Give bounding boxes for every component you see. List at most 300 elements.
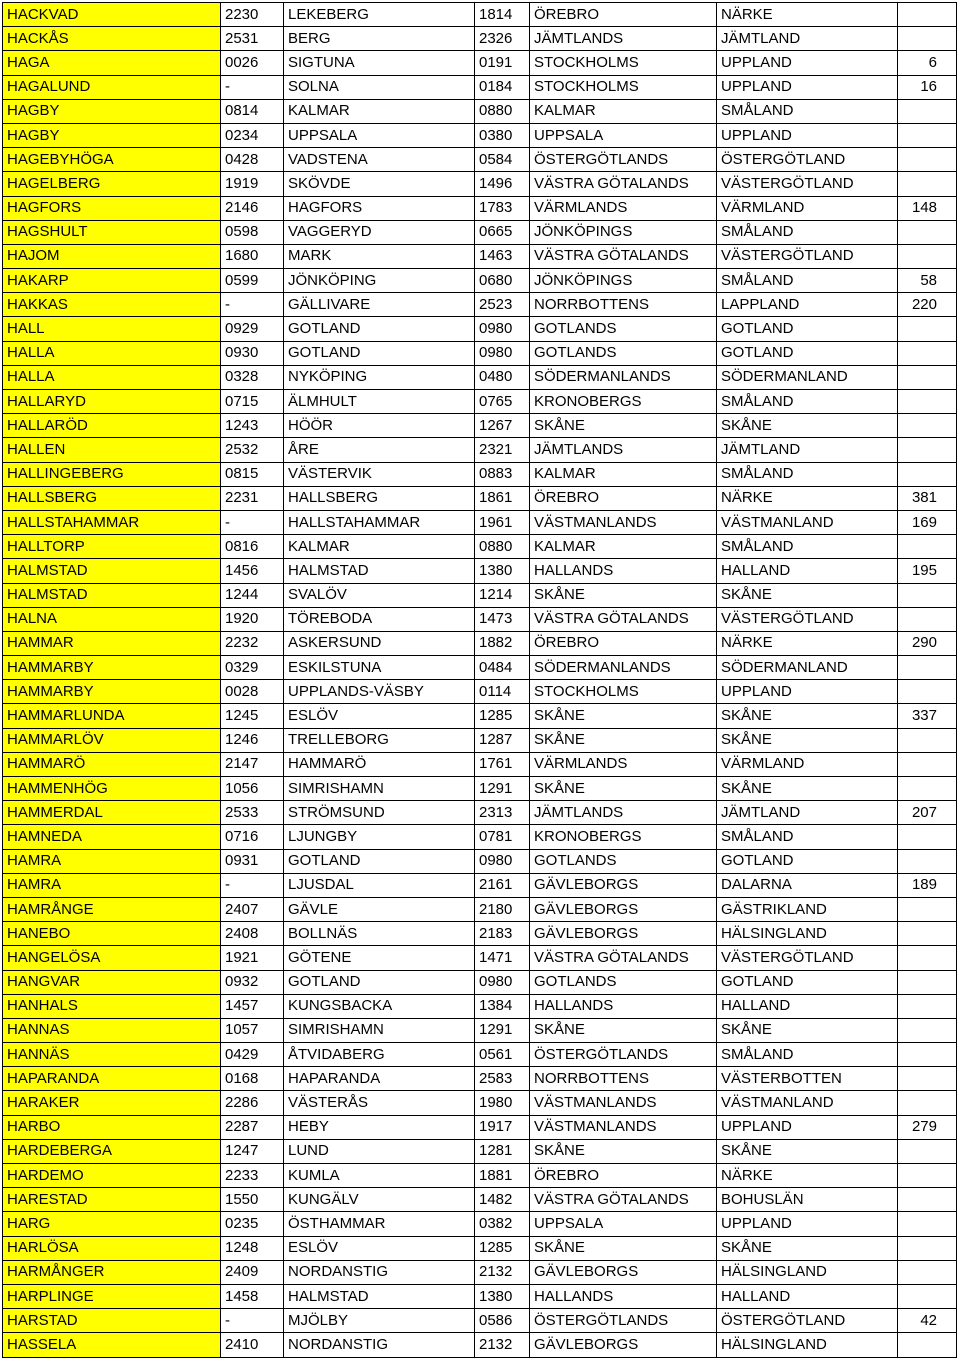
county-cell: STOCKHOLMS: [530, 680, 717, 704]
municipality-cell: ESKILSTUNA: [284, 656, 475, 680]
number-cell: 169: [898, 510, 957, 534]
municipality-cell: LEKEBERG: [284, 3, 475, 27]
municipality-code-cell: 0184: [475, 75, 530, 99]
table-row: [3, 510, 957, 534]
province-cell: DALARNA: [717, 873, 898, 897]
municipality-cell: SIMRISHAMN: [284, 777, 475, 801]
municipality-code-cell: 0883: [475, 462, 530, 486]
municipality-cell: ASKERSUND: [284, 631, 475, 655]
municipality-cell: HAGFORS: [284, 196, 475, 220]
locality-table: [2, 2, 957, 1358]
province-cell: VÄSTERGÖTLAND: [717, 607, 898, 631]
table-row: [3, 1091, 957, 1115]
county-cell: VÄRMLANDS: [530, 752, 717, 776]
parish-code-cell: 1457: [221, 994, 284, 1018]
table-row: [3, 1236, 957, 1260]
number-cell: [898, 220, 957, 244]
municipality-code-cell: 0382: [475, 1212, 530, 1236]
parish-code-cell: 2232: [221, 631, 284, 655]
parish-code-cell: -: [221, 510, 284, 534]
table-row: [3, 172, 957, 196]
municipality-cell: VÄSTERÅS: [284, 1091, 475, 1115]
number-cell: [898, 1043, 957, 1067]
province-cell: ÖSTERGÖTLAND: [717, 1309, 898, 1333]
table-row: [3, 148, 957, 172]
province-cell: SÖDERMANLAND: [717, 365, 898, 389]
table-row: [3, 897, 957, 921]
municipality-code-cell: 1961: [475, 510, 530, 534]
locality-name-cell: HAGALUND: [3, 75, 221, 99]
province-cell: GOTLAND: [717, 317, 898, 341]
county-cell: STOCKHOLMS: [530, 75, 717, 99]
locality-name-cell: HANGELÖSA: [3, 946, 221, 970]
table-row: [3, 462, 957, 486]
locality-name-cell: HAMMARÖ: [3, 752, 221, 776]
county-cell: KRONOBERGS: [530, 825, 717, 849]
locality-name-cell: HALLA: [3, 341, 221, 365]
table-row: [3, 825, 957, 849]
parish-code-cell: 2410: [221, 1333, 284, 1357]
municipality-cell: SIMRISHAMN: [284, 1018, 475, 1042]
locality-name-cell: HAMMARBY: [3, 656, 221, 680]
locality-name-cell: HAPARANDA: [3, 1067, 221, 1091]
municipality-code-cell: 0191: [475, 51, 530, 75]
municipality-code-cell: 1281: [475, 1139, 530, 1163]
province-cell: GÄSTRIKLAND: [717, 897, 898, 921]
table-row: [3, 994, 957, 1018]
municipality-code-cell: 1496: [475, 172, 530, 196]
number-cell: 58: [898, 269, 957, 293]
locality-name-cell: HARESTAD: [3, 1188, 221, 1212]
parish-code-cell: 2287: [221, 1115, 284, 1139]
parish-code-cell: 0716: [221, 825, 284, 849]
province-cell: VÄSTERGÖTLAND: [717, 946, 898, 970]
number-cell: [898, 922, 957, 946]
municipality-code-cell: 2180: [475, 897, 530, 921]
table-row: [3, 1188, 957, 1212]
municipality-cell: VAGGERYD: [284, 220, 475, 244]
municipality-code-cell: 0584: [475, 148, 530, 172]
municipality-code-cell: 0765: [475, 390, 530, 414]
municipality-code-cell: 2523: [475, 293, 530, 317]
table-row: [3, 1164, 957, 1188]
parish-code-cell: 2286: [221, 1091, 284, 1115]
county-cell: SKÅNE: [530, 728, 717, 752]
number-cell: 148: [898, 196, 957, 220]
locality-name-cell: HAMRÅNGE: [3, 897, 221, 921]
parish-code-cell: 0428: [221, 148, 284, 172]
municipality-cell: ESLÖV: [284, 704, 475, 728]
table-row: [3, 244, 957, 268]
parish-code-cell: 0815: [221, 462, 284, 486]
parish-code-cell: 1057: [221, 1018, 284, 1042]
table-row: [3, 1067, 957, 1091]
locality-name-cell: HACKVAD: [3, 3, 221, 27]
table-row: [3, 1139, 957, 1163]
locality-name-cell: HASSELA: [3, 1333, 221, 1357]
county-cell: GÄVLEBORGS: [530, 897, 717, 921]
locality-name-cell: HANNAS: [3, 1018, 221, 1042]
parish-code-cell: -: [221, 1309, 284, 1333]
parish-code-cell: 2147: [221, 752, 284, 776]
municipality-code-cell: 2583: [475, 1067, 530, 1091]
table-row: [3, 341, 957, 365]
county-cell: VÄRMLANDS: [530, 196, 717, 220]
municipality-cell: KALMAR: [284, 535, 475, 559]
province-cell: SKÅNE: [717, 1139, 898, 1163]
parish-code-cell: 1246: [221, 728, 284, 752]
number-cell: [898, 946, 957, 970]
locality-name-cell: HALLA: [3, 365, 221, 389]
municipality-code-cell: 0561: [475, 1043, 530, 1067]
county-cell: ÖSTERGÖTLANDS: [530, 148, 717, 172]
number-cell: [898, 583, 957, 607]
county-cell: SKÅNE: [530, 1139, 717, 1163]
municipality-cell: MARK: [284, 244, 475, 268]
locality-name-cell: HALLTORP: [3, 535, 221, 559]
county-cell: VÄSTMANLANDS: [530, 1091, 717, 1115]
locality-name-cell: HAKKAS: [3, 293, 221, 317]
parish-code-cell: 0235: [221, 1212, 284, 1236]
municipality-code-cell: 2321: [475, 438, 530, 462]
municipality-code-cell: 2161: [475, 873, 530, 897]
municipality-cell: GÄVLE: [284, 897, 475, 921]
province-cell: UPPLAND: [717, 680, 898, 704]
province-cell: SMÅLAND: [717, 1043, 898, 1067]
locality-name-cell: HAGFORS: [3, 196, 221, 220]
parish-code-cell: 1245: [221, 704, 284, 728]
number-cell: 381: [898, 486, 957, 510]
municipality-code-cell: 0781: [475, 825, 530, 849]
locality-name-cell: HALLSTAHAMMAR: [3, 510, 221, 534]
county-cell: VÄSTRA GÖTALANDS: [530, 607, 717, 631]
municipality-cell: KUNGÄLV: [284, 1188, 475, 1212]
province-cell: SÖDERMANLAND: [717, 656, 898, 680]
municipality-code-cell: 2132: [475, 1260, 530, 1284]
province-cell: UPPLAND: [717, 75, 898, 99]
parish-code-cell: 0598: [221, 220, 284, 244]
county-cell: HALLANDS: [530, 559, 717, 583]
table-row: [3, 1284, 957, 1308]
number-cell: [898, 414, 957, 438]
parish-code-cell: 1243: [221, 414, 284, 438]
county-cell: HALLANDS: [530, 1284, 717, 1308]
province-cell: NÄRKE: [717, 1164, 898, 1188]
locality-name-cell: HAMMARBY: [3, 680, 221, 704]
table-row: [3, 559, 957, 583]
parish-code-cell: 0028: [221, 680, 284, 704]
municipality-code-cell: 0480: [475, 365, 530, 389]
municipality-cell: LJUSDAL: [284, 873, 475, 897]
county-cell: VÄSTRA GÖTALANDS: [530, 172, 717, 196]
parish-code-cell: 2230: [221, 3, 284, 27]
province-cell: ÖSTERGÖTLAND: [717, 148, 898, 172]
table-row: [3, 220, 957, 244]
county-cell: JÄMTLANDS: [530, 27, 717, 51]
parish-code-cell: 1920: [221, 607, 284, 631]
table-row: [3, 317, 957, 341]
municipality-cell: UPPSALA: [284, 123, 475, 147]
municipality-cell: KALMAR: [284, 99, 475, 123]
number-cell: [898, 607, 957, 631]
number-cell: [898, 341, 957, 365]
province-cell: UPPLAND: [717, 1115, 898, 1139]
locality-name-cell: HALMSTAD: [3, 559, 221, 583]
county-cell: ÖSTERGÖTLANDS: [530, 1043, 717, 1067]
table-row: [3, 1309, 957, 1333]
county-cell: JÄMTLANDS: [530, 438, 717, 462]
table-row: [3, 728, 957, 752]
locality-name-cell: HAKARP: [3, 269, 221, 293]
municipality-code-cell: 0380: [475, 123, 530, 147]
county-cell: VÄSTMANLANDS: [530, 1115, 717, 1139]
parish-code-cell: 2408: [221, 922, 284, 946]
locality-name-cell: HAMMERDAL: [3, 801, 221, 825]
table-row: [3, 51, 957, 75]
number-cell: [898, 680, 957, 704]
county-cell: SKÅNE: [530, 1018, 717, 1042]
county-cell: KRONOBERGS: [530, 390, 717, 414]
parish-code-cell: 1056: [221, 777, 284, 801]
province-cell: VÄRMLAND: [717, 752, 898, 776]
municipality-cell: HALMSTAD: [284, 1284, 475, 1308]
table-row: [3, 1043, 957, 1067]
municipality-cell: SKÖVDE: [284, 172, 475, 196]
municipality-code-cell: 0880: [475, 99, 530, 123]
municipality-cell: LUND: [284, 1139, 475, 1163]
county-cell: KALMAR: [530, 462, 717, 486]
locality-name-cell: HALL: [3, 317, 221, 341]
number-cell: 279: [898, 1115, 957, 1139]
municipality-code-cell: 1291: [475, 777, 530, 801]
number-cell: [898, 438, 957, 462]
table-row: [3, 656, 957, 680]
municipality-code-cell: 1783: [475, 196, 530, 220]
municipality-code-cell: 1482: [475, 1188, 530, 1212]
county-cell: GOTLANDS: [530, 341, 717, 365]
province-cell: SMÅLAND: [717, 535, 898, 559]
municipality-cell: GOTLAND: [284, 970, 475, 994]
parish-code-cell: 1919: [221, 172, 284, 196]
parish-code-cell: -: [221, 873, 284, 897]
municipality-code-cell: 2326: [475, 27, 530, 51]
municipality-code-cell: 1882: [475, 631, 530, 655]
number-cell: [898, 365, 957, 389]
municipality-code-cell: 1471: [475, 946, 530, 970]
parish-code-cell: -: [221, 293, 284, 317]
county-cell: GOTLANDS: [530, 970, 717, 994]
municipality-cell: HAMMARÖ: [284, 752, 475, 776]
municipality-code-cell: 1285: [475, 704, 530, 728]
table-row: [3, 293, 957, 317]
parish-code-cell: 0816: [221, 535, 284, 559]
locality-name-cell: HARDEBERGA: [3, 1139, 221, 1163]
municipality-code-cell: 0880: [475, 535, 530, 559]
municipality-cell: STRÖMSUND: [284, 801, 475, 825]
county-cell: VÄSTRA GÖTALANDS: [530, 1188, 717, 1212]
locality-name-cell: HAGA: [3, 51, 221, 75]
table-row: [3, 269, 957, 293]
table-row: [3, 1333, 957, 1357]
locality-name-cell: HALLARYD: [3, 390, 221, 414]
number-cell: [898, 1091, 957, 1115]
table-row: [3, 1212, 957, 1236]
municipality-cell: HALLSTAHAMMAR: [284, 510, 475, 534]
municipality-code-cell: 0980: [475, 849, 530, 873]
locality-name-cell: HANHALS: [3, 994, 221, 1018]
locality-name-cell: HAMMENHÖG: [3, 777, 221, 801]
province-cell: SKÅNE: [717, 1018, 898, 1042]
locality-name-cell: HAGSHULT: [3, 220, 221, 244]
municipality-cell: HÖÖR: [284, 414, 475, 438]
municipality-cell: SIGTUNA: [284, 51, 475, 75]
county-cell: ÖREBRO: [530, 631, 717, 655]
locality-name-cell: HAMRA: [3, 873, 221, 897]
table-row: [3, 123, 957, 147]
municipality-cell: SVALÖV: [284, 583, 475, 607]
locality-name-cell: HARAKER: [3, 1091, 221, 1115]
municipality-cell: HALMSTAD: [284, 559, 475, 583]
locality-name-cell: HANNÄS: [3, 1043, 221, 1067]
number-cell: [898, 656, 957, 680]
locality-name-cell: HAGELBERG: [3, 172, 221, 196]
county-cell: SÖDERMANLANDS: [530, 656, 717, 680]
parish-code-cell: 2407: [221, 897, 284, 921]
county-cell: ÖREBRO: [530, 1164, 717, 1188]
number-cell: 220: [898, 293, 957, 317]
municipality-code-cell: 1881: [475, 1164, 530, 1188]
province-cell: SMÅLAND: [717, 269, 898, 293]
province-cell: SMÅLAND: [717, 220, 898, 244]
province-cell: VÄSTERGÖTLAND: [717, 172, 898, 196]
province-cell: JÄMTLAND: [717, 801, 898, 825]
number-cell: [898, 1188, 957, 1212]
municipality-cell: ÅRE: [284, 438, 475, 462]
locality-name-cell: HARG: [3, 1212, 221, 1236]
province-cell: VÄSTERBOTTEN: [717, 1067, 898, 1091]
number-cell: 6: [898, 51, 957, 75]
province-cell: SMÅLAND: [717, 99, 898, 123]
municipality-code-cell: 0980: [475, 341, 530, 365]
parish-code-cell: 2409: [221, 1260, 284, 1284]
parish-code-cell: -: [221, 75, 284, 99]
municipality-cell: TÖREBODA: [284, 607, 475, 631]
county-cell: GOTLANDS: [530, 317, 717, 341]
municipality-code-cell: 1267: [475, 414, 530, 438]
number-cell: 189: [898, 873, 957, 897]
parish-code-cell: 0328: [221, 365, 284, 389]
locality-name-cell: HARPLINGE: [3, 1284, 221, 1308]
parish-code-cell: 1456: [221, 559, 284, 583]
locality-name-cell: HARLÖSA: [3, 1236, 221, 1260]
county-cell: JÄMTLANDS: [530, 801, 717, 825]
parish-code-cell: 0429: [221, 1043, 284, 1067]
number-cell: [898, 897, 957, 921]
number-cell: [898, 27, 957, 51]
county-cell: NORRBOTTENS: [530, 293, 717, 317]
province-cell: SMÅLAND: [717, 462, 898, 486]
county-cell: ÖSTERGÖTLANDS: [530, 1309, 717, 1333]
county-cell: GOTLANDS: [530, 849, 717, 873]
county-cell: GÄVLEBORGS: [530, 873, 717, 897]
municipality-code-cell: 0484: [475, 656, 530, 680]
locality-name-cell: HALLEN: [3, 438, 221, 462]
province-cell: JÄMTLAND: [717, 27, 898, 51]
locality-name-cell: HARBO: [3, 1115, 221, 1139]
municipality-cell: GOTLAND: [284, 341, 475, 365]
municipality-cell: TRELLEBORG: [284, 728, 475, 752]
table-row: [3, 970, 957, 994]
number-cell: [898, 825, 957, 849]
table-row: [3, 801, 957, 825]
municipality-cell: NYKÖPING: [284, 365, 475, 389]
municipality-code-cell: 0680: [475, 269, 530, 293]
number-cell: [898, 3, 957, 27]
locality-name-cell: HACKÅS: [3, 27, 221, 51]
number-cell: 195: [898, 559, 957, 583]
province-cell: UPPLAND: [717, 51, 898, 75]
parish-code-cell: 1247: [221, 1139, 284, 1163]
number-cell: [898, 1260, 957, 1284]
municipality-code-cell: 0114: [475, 680, 530, 704]
number-cell: [898, 99, 957, 123]
table-row: [3, 873, 957, 897]
municipality-code-cell: 1214: [475, 583, 530, 607]
number-cell: [898, 849, 957, 873]
municipality-cell: UPPLANDS-VÄSBY: [284, 680, 475, 704]
province-cell: HALLAND: [717, 559, 898, 583]
table-row: [3, 752, 957, 776]
province-cell: HALLAND: [717, 994, 898, 1018]
municipality-cell: HEBY: [284, 1115, 475, 1139]
parish-code-cell: 2532: [221, 438, 284, 462]
municipality-cell: GÄLLIVARE: [284, 293, 475, 317]
number-cell: 42: [898, 1309, 957, 1333]
parish-code-cell: 0929: [221, 317, 284, 341]
locality-name-cell: HANGVAR: [3, 970, 221, 994]
municipality-cell: ESLÖV: [284, 1236, 475, 1260]
number-cell: [898, 1164, 957, 1188]
province-cell: NÄRKE: [717, 486, 898, 510]
table-row: [3, 777, 957, 801]
county-cell: NORRBOTTENS: [530, 1067, 717, 1091]
number-cell: [898, 1333, 957, 1357]
parish-code-cell: 1244: [221, 583, 284, 607]
locality-name-cell: HAGEBYHÖGA: [3, 148, 221, 172]
number-cell: [898, 390, 957, 414]
table-row: [3, 535, 957, 559]
county-cell: SKÅNE: [530, 704, 717, 728]
number-cell: [898, 1139, 957, 1163]
municipality-code-cell: 0665: [475, 220, 530, 244]
number-cell: [898, 317, 957, 341]
number-cell: [898, 462, 957, 486]
locality-name-cell: HANEBO: [3, 922, 221, 946]
number-cell: 290: [898, 631, 957, 655]
municipality-cell: KUNGSBACKA: [284, 994, 475, 1018]
parish-code-cell: 1921: [221, 946, 284, 970]
locality-name-cell: HALLSBERG: [3, 486, 221, 510]
province-cell: GOTLAND: [717, 849, 898, 873]
table-row: [3, 486, 957, 510]
province-cell: VÄRMLAND: [717, 196, 898, 220]
province-cell: HÄLSINGLAND: [717, 1333, 898, 1357]
municipality-cell: HALLSBERG: [284, 486, 475, 510]
parish-code-cell: 0329: [221, 656, 284, 680]
province-cell: VÄSTMANLAND: [717, 1091, 898, 1115]
municipality-code-cell: 0980: [475, 317, 530, 341]
number-cell: [898, 752, 957, 776]
